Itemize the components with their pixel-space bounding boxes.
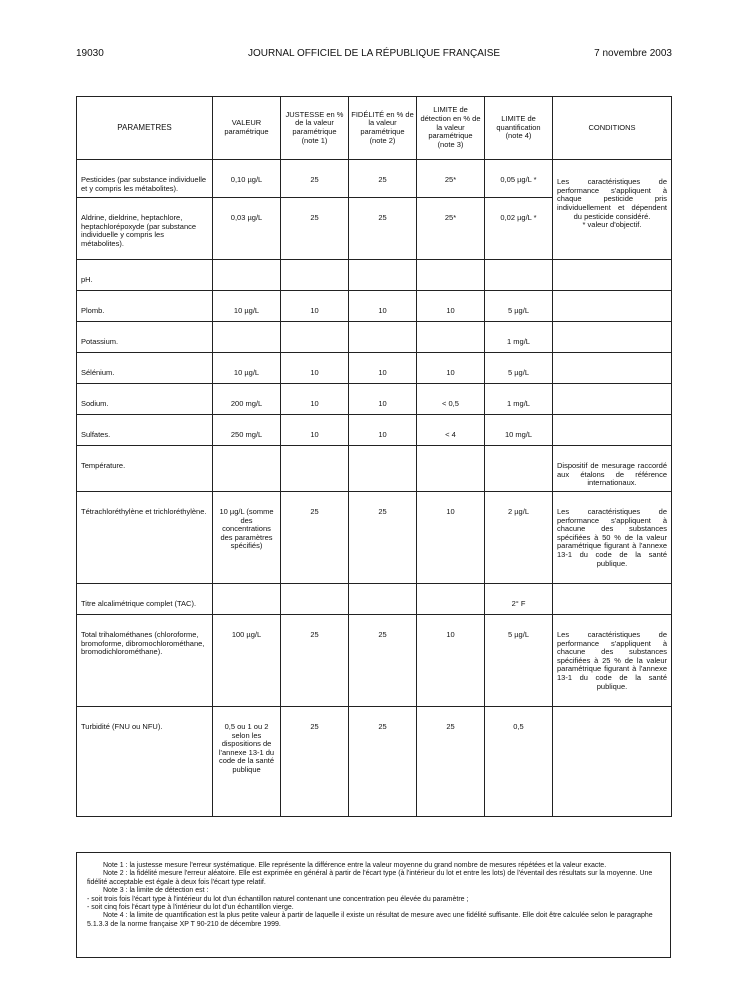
table-row — [77, 291, 672, 322]
detection-limit-cell: < 4 — [417, 415, 485, 446]
parametric-value-cell — [213, 322, 281, 353]
table-row — [77, 446, 672, 492]
condition-cell — [553, 353, 672, 384]
detection-limit-cell: 25* — [417, 198, 485, 260]
condition-cell: Les caractéristiques de performance s'appliquent à chacune des substances spécifiées à 50 % de la valeur paramétrique figurant à l'annexe 13-1 du code de la santé publique. — [553, 491, 672, 583]
parameter-cell: Plomb. — [77, 291, 213, 322]
precision-cell: 25 — [349, 491, 417, 583]
accuracy-cell: 25 — [281, 614, 349, 706]
accuracy-cell — [281, 260, 349, 291]
precision-cell — [349, 446, 417, 492]
accuracy-cell: 25 — [281, 706, 349, 816]
accuracy-cell: 10 — [281, 415, 349, 446]
quantification-limit-cell: 0,05 µg/L * — [485, 160, 553, 198]
precision-cell — [349, 260, 417, 291]
precision-cell: 10 — [349, 415, 417, 446]
parametric-value-cell: 0,10 µg/L — [213, 160, 281, 198]
note-3-item: - soit cinq fois l'écart type à l'intérieur du lot d'un échantillon vierge. — [87, 903, 294, 911]
column-header: LIMITE de quantification (note 4) — [485, 97, 553, 160]
accuracy-cell: 25 — [281, 491, 349, 583]
precision-cell — [349, 322, 417, 353]
objective-footnote: * valeur d'objectif. — [582, 220, 642, 230]
condition-cell — [553, 415, 672, 446]
precision-cell: 25 — [349, 614, 417, 706]
accuracy-cell: 10 — [281, 384, 349, 415]
table-row — [77, 260, 672, 291]
quantification-limit-cell: 1 mg/L — [485, 384, 553, 415]
table-row — [77, 706, 672, 816]
parameter-cell: Sélénium. — [77, 353, 213, 384]
quantification-limit-cell: 10 mg/L — [485, 415, 553, 446]
note-1: Note 1 : la justesse mesure l'erreur systématique. Elle représente la différence entre la valeur moyenne du grand nombre de mesures répétées et la valeur exacte. — [103, 862, 607, 869]
quantification-limit-cell — [485, 260, 553, 291]
parameter-cell: Total trihalométhanes (chloroforme, bromoforme, dibromochlorométhane, bromodichlorométhane). — [77, 614, 213, 706]
quantification-limit-cell: 1 mg/L — [485, 322, 553, 353]
column-header: FIDÉLITÉ en % de la valeur paramétrique (note 2) — [349, 97, 417, 160]
parameter-cell: Tétrachloréthylène et trichloréthylène. — [77, 491, 213, 583]
quantification-limit-cell: 5 µg/L — [485, 614, 553, 706]
note-3: Note 3 : la limite de détection est : — [103, 887, 209, 895]
condition-cell — [553, 322, 672, 353]
parameter-cell: Aldrine, dieldrine, heptachlore, heptachlorépoxyde (par substance individuelle y compris les métabolites). — [77, 198, 213, 260]
accuracy-cell: 25 — [281, 160, 349, 198]
notes-box — [76, 852, 671, 958]
parametric-value-cell — [213, 446, 281, 492]
condition-cell — [553, 384, 672, 415]
precision-cell: 10 — [349, 291, 417, 322]
detection-limit-cell: 10 — [417, 491, 485, 583]
column-header: JUSTESSE en % de la valeur paramétrique (note 1) — [281, 97, 349, 160]
page-number: 19030 — [76, 48, 104, 59]
column-header: PARAMETRES — [77, 97, 213, 160]
parameter-cell: Sulfates. — [77, 415, 213, 446]
quantification-limit-cell: 2 µg/L — [485, 491, 553, 583]
note-2: Note 2 : la fidélité mesure l'erreur aléatoire. Elle est exprimée en général à partir de l'écart type (à l'intérieur du lot et entre les lots) de l'éventail des résultats sur la moyenne. Une fidélité acceptable est égale à deux fois l'écart type relatif. — [87, 870, 653, 886]
parametric-value-cell: 200 mg/L — [213, 384, 281, 415]
accuracy-cell — [281, 583, 349, 614]
parameter-cell: Potassium. — [77, 322, 213, 353]
parameter-cell: pH. — [77, 260, 213, 291]
parametric-value-cell: 10 µg/L (somme des concentrations des paramètres spécifiés) — [213, 491, 281, 583]
detection-limit-cell: 25 — [417, 706, 485, 816]
pesticides-condition-cell — [553, 160, 672, 260]
quantification-limit-cell: 0,02 µg/L * — [485, 198, 553, 260]
quantification-limit-cell: 5 µg/L — [485, 353, 553, 384]
parameter-cell: Température. — [77, 446, 213, 492]
column-header: CONDITIONS — [553, 97, 672, 160]
note-3-item: - soit trois fois l'écart type à l'intérieur du lot d'un échantillon naturel contenant une concentration peu élevée du paramètre ; — [87, 895, 469, 903]
table-body — [77, 160, 672, 817]
quantification-limit-cell: 0,5 — [485, 706, 553, 816]
detection-limit-cell: < 0,5 — [417, 384, 485, 415]
table-row — [77, 160, 672, 198]
precision-cell: 25 — [349, 160, 417, 198]
column-header: LIMITE de détection en % de la valeur paramétrique (note 3) — [417, 97, 485, 160]
precision-cell: 10 — [349, 384, 417, 415]
precision-cell: 25 — [349, 706, 417, 816]
note-4: Note 4 : la limite de quantification est la plus petite valeur à partir de laquelle il existe un résultat de mesure avec une fidélité suffisante. Elle doit être calculée selon le paragraphe 5.1.3.3 de la norme française XP T 90-210 de décembre 1999. — [87, 912, 653, 928]
parametric-value-cell: 100 µg/L — [213, 614, 281, 706]
column-header: VALEUR paramétrique — [213, 97, 281, 160]
quantification-limit-cell — [485, 446, 553, 492]
table-row — [77, 614, 672, 706]
precision-cell — [349, 583, 417, 614]
quantification-limit-cell: 2° F — [485, 583, 553, 614]
table-row — [77, 583, 672, 614]
table-row — [77, 322, 672, 353]
parameter-cell: Sodium. — [77, 384, 213, 415]
parametric-value-cell: 10 µg/L — [213, 353, 281, 384]
condition-cell — [553, 291, 672, 322]
detection-limit-cell: 10 — [417, 614, 485, 706]
detection-limit-cell: 25* — [417, 160, 485, 198]
publication-date: 7 novembre 2003 — [594, 48, 672, 59]
pesticides-condition-text: Les caractéristiques de performance s'appliquent à chaque pesticide pris individuellement et dépendent du pesticide considéré. — [557, 177, 667, 221]
parametric-value-cell: 0,03 µg/L — [213, 198, 281, 260]
accuracy-cell — [281, 446, 349, 492]
quantification-limit-cell: 5 µg/L — [485, 291, 553, 322]
parametric-value-cell: 250 mg/L — [213, 415, 281, 446]
detection-limit-cell — [417, 260, 485, 291]
table-row — [77, 384, 672, 415]
parametric-value-cell: 0,5 ou 1 ou 2 selon les dispositions de l'annexe 13-1 du code de la santé publique — [213, 706, 281, 816]
parameter-cell: Turbidité (FNU ou NFU). — [77, 706, 213, 816]
accuracy-cell: 10 — [281, 353, 349, 384]
detection-limit-cell — [417, 322, 485, 353]
detection-limit-cell — [417, 446, 485, 492]
parameters-table — [76, 96, 672, 817]
detection-limit-cell: 10 — [417, 353, 485, 384]
accuracy-cell: 10 — [281, 291, 349, 322]
condition-cell — [553, 706, 672, 816]
parametric-value-cell: 10 µg/L — [213, 291, 281, 322]
table-row — [77, 415, 672, 446]
precision-cell: 25 — [349, 198, 417, 260]
condition-cell — [553, 260, 672, 291]
journal-title: JOURNAL OFFICIEL DE LA RÉPUBLIQUE FRANÇAISE — [247, 48, 501, 59]
parametric-value-cell — [213, 260, 281, 291]
condition-cell: Dispositif de mesurage raccordé aux étalons de référence internationaux. — [553, 446, 672, 492]
parameter-cell: Pesticides (par substance individuelle et y compris les métabolites). — [77, 160, 213, 198]
accuracy-cell — [281, 322, 349, 353]
accuracy-cell: 25 — [281, 198, 349, 260]
parametric-value-cell — [213, 583, 281, 614]
parameter-cell: Titre alcalimétrique complet (TAC). — [77, 583, 213, 614]
table-row — [77, 353, 672, 384]
precision-cell: 10 — [349, 353, 417, 384]
table-header-row — [77, 97, 672, 160]
detection-limit-cell — [417, 583, 485, 614]
condition-cell — [553, 583, 672, 614]
detection-limit-cell: 10 — [417, 291, 485, 322]
table-row — [77, 491, 672, 583]
condition-cell: Les caractéristiques de performance s'appliquent à chacune des substances spécifiées à 25 % de la valeur paramétrique figurant à l'annexe 13-1 du code de la santé publique. — [553, 614, 672, 706]
